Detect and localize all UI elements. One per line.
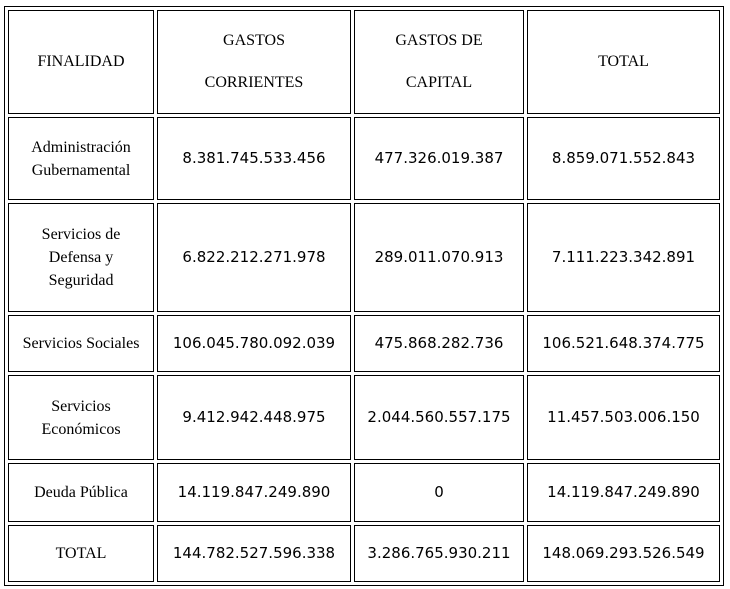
- cell-gastos-corrientes: 144.782.527.596.338: [157, 525, 351, 582]
- cell-total: 8.859.071.552.843: [527, 117, 720, 200]
- header-gastos-corrientes: GASTOS CORRIENTES: [157, 10, 351, 114]
- cell-gastos-corrientes: 106.045.780.092.039: [157, 315, 351, 372]
- cell-gastos-capital: 2.044.560.557.175: [354, 375, 524, 460]
- header-total: TOTAL: [527, 10, 720, 114]
- cell-gastos-corrientes: 8.381.745.533.456: [157, 117, 351, 200]
- budget-table: [5, 7, 723, 585]
- cell-finalidad: Servicios Económicos: [8, 375, 154, 460]
- table-header-row: [8, 10, 720, 114]
- cell-finalidad: TOTAL: [8, 525, 154, 582]
- header-gastos-capital: GASTOS DE CAPITAL: [354, 10, 524, 114]
- cell-total: 14.119.847.249.890: [527, 463, 720, 521]
- header-finalidad: FINALIDAD: [8, 10, 154, 114]
- cell-total: 11.457.503.006.150: [527, 375, 720, 460]
- cell-finalidad: Deuda Pública: [8, 463, 154, 521]
- cell-gastos-capital: 3.286.765.930.211: [354, 525, 524, 582]
- table-row: [8, 117, 720, 200]
- cell-finalidad: Servicios Sociales: [8, 315, 154, 372]
- table-row: [8, 463, 720, 521]
- table-row: [8, 315, 720, 372]
- cell-gastos-capital: 475.868.282.736: [354, 315, 524, 372]
- cell-gastos-capital: 289.011.070.913: [354, 203, 524, 312]
- cell-gastos-capital: 0: [354, 463, 524, 521]
- cell-finalidad: Servicios de Defensa y Seguridad: [8, 203, 154, 312]
- cell-total: 106.521.648.374.775: [527, 315, 720, 372]
- cell-finalidad: Administración Gubernamental: [8, 117, 154, 200]
- cell-gastos-corrientes: 6.822.212.271.978: [157, 203, 351, 312]
- table-total-row: [8, 525, 720, 582]
- cell-total: 7.111.223.342.891: [527, 203, 720, 312]
- cell-gastos-corrientes: 9.412.942.448.975: [157, 375, 351, 460]
- cell-total: 148.069.293.526.549: [527, 525, 720, 582]
- cell-gastos-capital: 477.326.019.387: [354, 117, 524, 200]
- table-row: [8, 203, 720, 312]
- cell-gastos-corrientes: 14.119.847.249.890: [157, 463, 351, 521]
- budget-table-frame: [4, 6, 724, 586]
- table-row: [8, 375, 720, 460]
